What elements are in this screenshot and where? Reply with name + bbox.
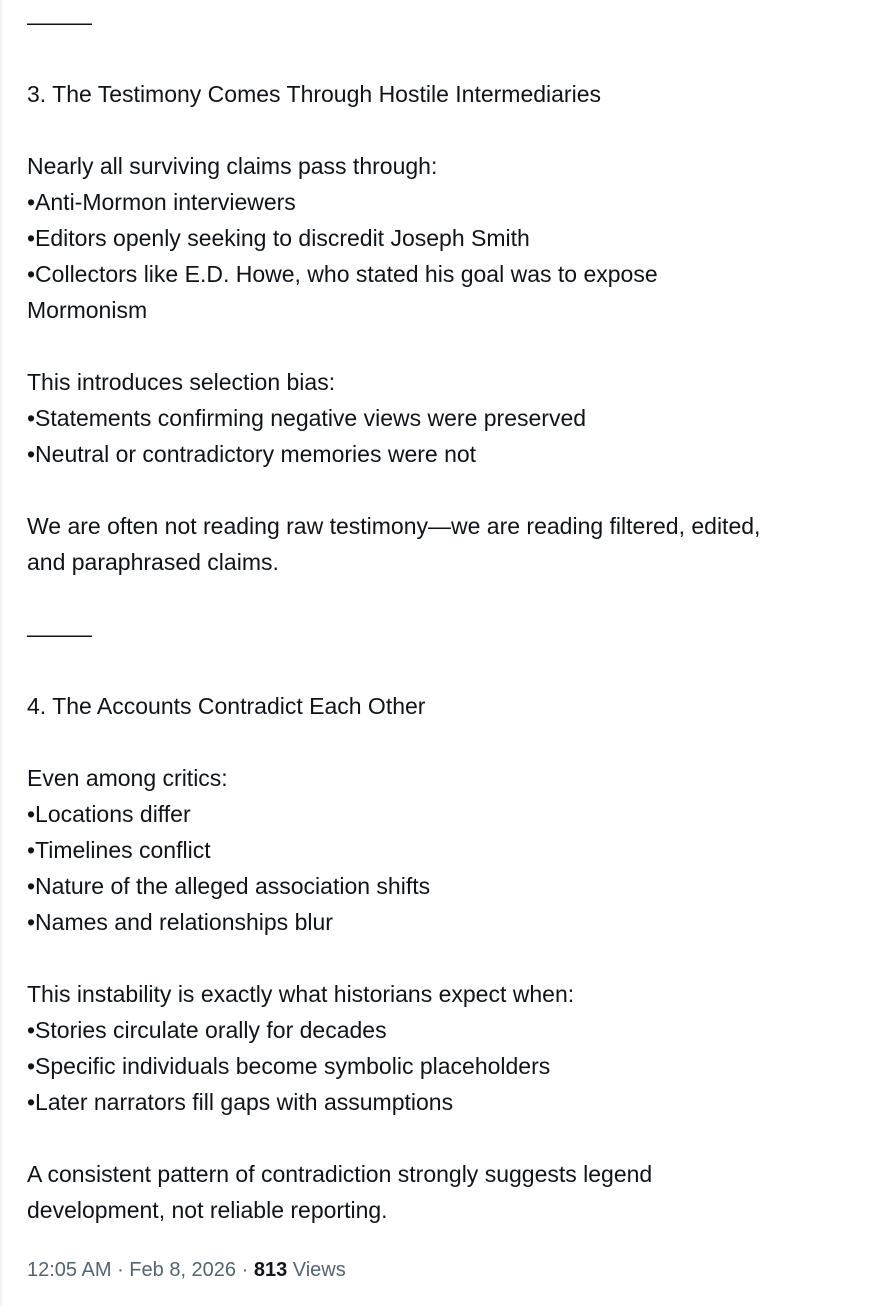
text-line: A consistent pattern of contradiction strongly suggests legend <box>27 1161 653 1187</box>
blank-line <box>27 472 887 508</box>
left-border <box>0 0 2 1306</box>
text-line: 4. The Accounts Contradict Each Other <box>27 693 426 719</box>
text-line: This introduces selection bias: <box>27 369 336 395</box>
text-line: •Specific individuals become symbolic placeholders <box>27 1053 551 1079</box>
text-line: Nearly all surviving claims pass through: <box>27 153 438 179</box>
tweet-metadata <box>27 1256 346 1284</box>
tweet-time: 12:05 AM <box>27 1259 112 1281</box>
blank-line <box>27 40 887 76</box>
text-line: •Nature of the alleged association shifts <box>27 873 431 899</box>
blank-line <box>27 328 887 364</box>
timestamp-link[interactable] <box>27 1259 236 1281</box>
blank-line <box>27 112 887 148</box>
text-line: •Names and relationships blur <box>27 909 333 935</box>
tweet-text <box>27 4 887 1228</box>
blank-line <box>27 940 887 976</box>
text-line: development, not reliable reporting. <box>27 1197 388 1223</box>
text-line: •Anti-Mormon interviewers <box>27 189 296 215</box>
text-line: •Later narrators fill gaps with assumptions <box>27 1089 454 1115</box>
section-divider: ——— <box>27 621 90 647</box>
text-line: •Timelines conflict <box>27 837 211 863</box>
text-line: 3. The Testimony Comes Through Hostile Intermediaries <box>27 81 601 107</box>
dot-separator: · <box>111 1259 130 1281</box>
blank-line <box>27 1120 887 1156</box>
blank-line <box>27 724 887 760</box>
views-count: 813 <box>253 1259 288 1281</box>
text-line: •Editors openly seeking to discredit Joseph Smith <box>27 225 530 251</box>
text-line: Mormonism <box>27 297 148 323</box>
tweet-date: Feb 8, 2026 <box>129 1259 237 1281</box>
text-line: This instability is exactly what historians expect when: <box>27 981 575 1007</box>
text-line: •Stories circulate orally for decades <box>27 1017 387 1043</box>
text-line: •Statements confirming negative views were preserved <box>27 405 587 431</box>
views-label: Views <box>287 1259 346 1281</box>
text-line: We are often not reading raw testimony—we are reading filtered, edited, <box>27 513 761 539</box>
blank-line <box>27 580 887 616</box>
text-line: •Neutral or contradictory memories were not <box>27 441 477 467</box>
text-line: and paraphrased claims. <box>27 549 279 575</box>
text-line: •Collectors like E.D. Howe, who stated his goal was to expose <box>27 261 658 287</box>
text-line: •Locations differ <box>27 801 191 827</box>
blank-line <box>27 652 887 688</box>
text-line: Even among critics: <box>27 765 228 791</box>
dot-separator: · <box>236 1259 254 1281</box>
section-divider: ——— <box>27 9 90 35</box>
